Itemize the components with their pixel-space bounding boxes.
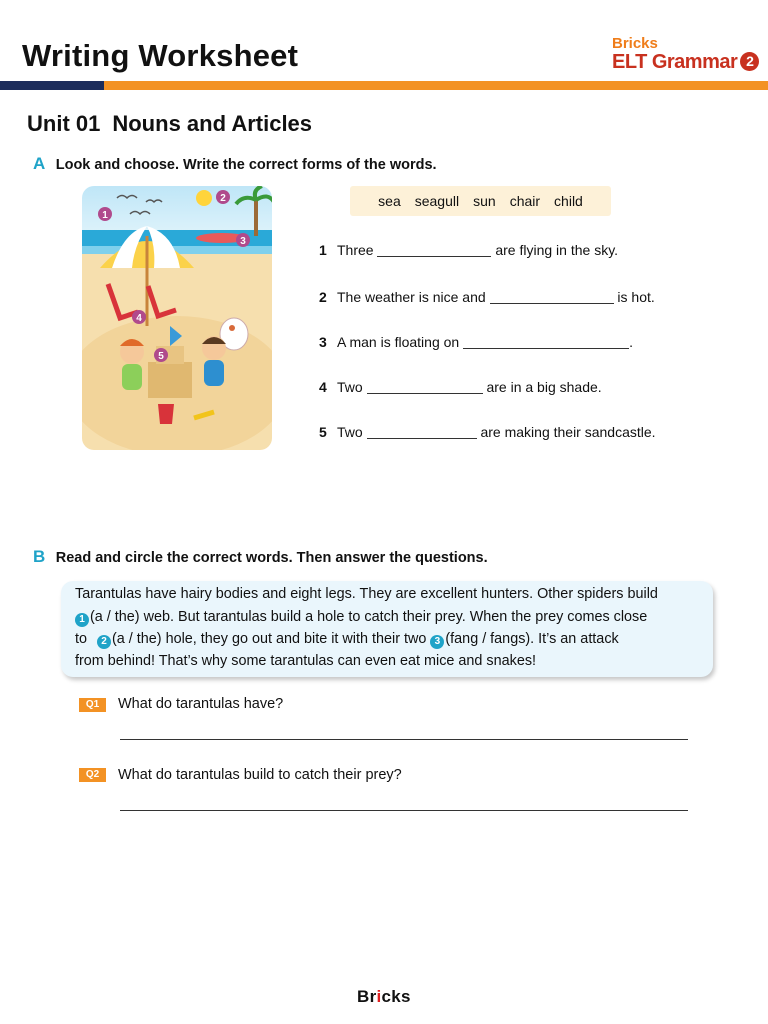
item-text-after: . [629,334,633,350]
answer-blank[interactable] [463,334,629,349]
question-tag-q2: Q2 [79,768,106,782]
section-b-instruction: Read and circle the correct words. Then answer the questions. [55,550,488,566]
passage-text: to [75,631,88,647]
footer-brand-part: Br [357,987,377,1006]
marker-4: 4 [136,313,142,324]
answer-blank[interactable] [377,242,491,257]
item-number: 3 [319,334,327,350]
fill-item-2 [319,289,655,305]
fill-item-5 [319,424,656,440]
marker-3: 3 [240,236,246,247]
section-b-letter: B [33,547,46,566]
word-bank-item: child [554,193,583,209]
passage-text[interactable]: (a / the) web. But tarantulas build a hole to catch their prey. When the prey comes close [90,609,648,625]
item-text-after: are making their sandcastle. [480,424,656,440]
worksheet-title: Writing Worksheet [22,38,299,73]
fill-item-3 [319,334,633,350]
brand-logo [612,36,768,73]
passage-line-3 [75,631,619,649]
word-bank-item: seagull [414,193,460,209]
unit-heading [27,111,324,137]
item-text-before: Three [337,242,374,258]
footer-brand-part: cks [381,987,411,1006]
section-a-letter: A [33,154,46,173]
footer-brand [357,987,411,1007]
item-text-before: The weather is nice and [337,289,486,305]
answer-line-q2[interactable] [120,810,688,811]
section-b-header [33,547,488,567]
marker-5: 5 [158,351,164,362]
answer-blank[interactable] [490,289,614,304]
item-text-after: is hot. [617,289,655,305]
choice-number-1: 1 [75,613,89,627]
word-bank [350,186,611,216]
item-number: 4 [319,379,327,395]
logo-text: ELT Grammar [612,51,738,73]
header-bar-navy [0,81,104,90]
answer-blank[interactable] [367,379,483,394]
logo-number-badge: 2 [740,52,759,71]
fill-item-1 [319,242,618,258]
unit-label: Unit 01 [27,111,101,136]
item-text-before: Two [337,379,363,395]
question-text-q1: What do tarantulas have? [118,696,284,712]
item-number: 5 [319,424,327,440]
question-tag-q1: Q1 [79,698,106,712]
passage-text[interactable]: (a / the) hole, they go out and bite it with their two [112,631,427,647]
item-text-after: are flying in the sky. [495,242,619,258]
word-bank-item: sea [378,193,401,209]
logo-line1: Bricks [612,35,658,52]
passage-text[interactable]: (fang / fangs). It’s an attack [445,631,619,647]
item-text-before: A man is floating on [337,334,460,350]
word-bank-item: sun [473,193,496,209]
answer-line-q1[interactable] [120,739,688,740]
beach-scene-illustration [82,186,272,450]
choice-number-3: 3 [430,635,444,649]
item-text-before: Two [337,424,363,440]
unit-name: Nouns and Articles [112,111,313,136]
logo-line2 [612,51,768,73]
fill-item-4 [319,379,602,395]
passage-line-2 [75,609,647,627]
choice-number-2: 2 [97,635,111,649]
header-bar-orange [104,81,768,90]
section-a-header [33,154,437,174]
word-bank-item: chair [509,193,541,209]
marker-2: 2 [220,193,226,204]
item-number: 2 [319,289,327,305]
item-number: 1 [319,242,327,258]
footer-brand-accent: i [376,987,382,1006]
item-text-after: are in a big shade. [486,379,602,395]
marker-1: 1 [102,210,108,221]
answer-blank[interactable] [367,424,477,439]
section-a-instruction: Look and choose. Write the correct forms of the words. [55,157,437,173]
passage-line-4: from behind! That’s why some tarantulas can even eat mice and snakes! [75,653,537,669]
passage-line-1: Tarantulas have hairy bodies and eight legs. They are excellent hunters. Other spiders build [75,586,658,602]
question-text-q2: What do tarantulas build to catch their prey? [118,767,402,783]
